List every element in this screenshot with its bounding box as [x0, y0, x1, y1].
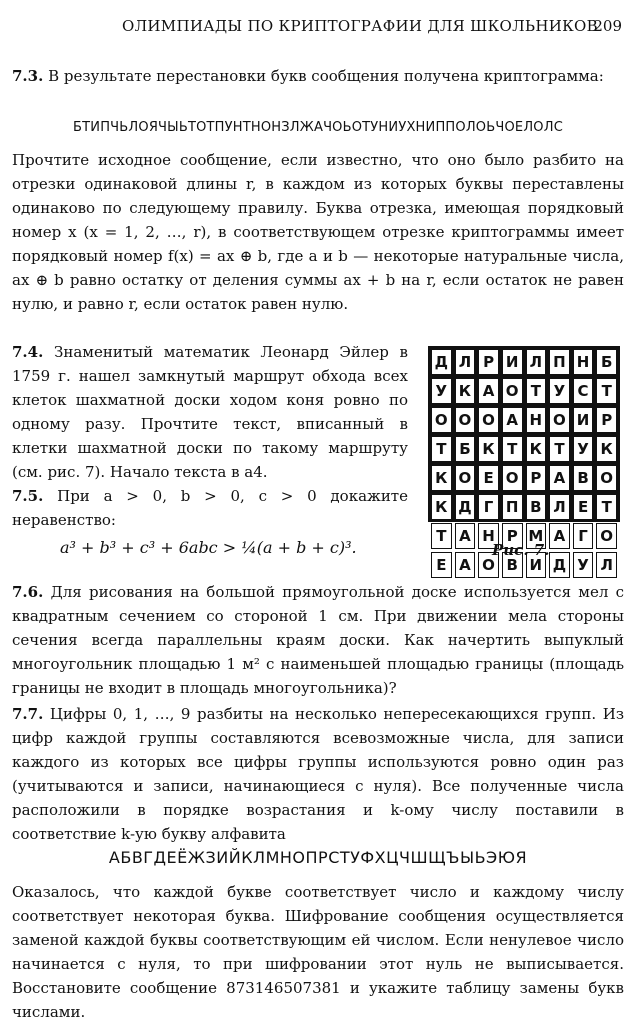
- board-cell: А: [502, 407, 523, 433]
- board-cell: Е: [431, 552, 452, 578]
- problem-7-3-body: Прочтите исходное сообщение, если известно, что оно было разбито на отрезки одинаковой длины r, в каждом из которых буквы переставлены одинаково по следующему правилу. Буква отрезка, имеющая порядковый номер x (x = 1, 2, …, r), в соответствующем отрезке криптограммы имеет порядковый номер f(x) = ax ⊕ b, где a и b — некоторые натуральные числа, ax ⊕ b равно остатку от деления суммы ax + b на r, если остаток не равен нулю, и равно r, если остаток равен нулю.: [12, 151, 624, 313]
- inequality-formula: a³ + b³ + c³ + 6abc > ¼(a + b + c)³.: [60, 538, 357, 557]
- board-cell: О: [596, 465, 617, 491]
- board-cell: К: [596, 436, 617, 462]
- board-cell: К: [455, 378, 476, 404]
- board-cell: О: [478, 552, 499, 578]
- board-cell: У: [573, 436, 594, 462]
- board-cell: Р: [502, 523, 523, 549]
- board-cell: И: [502, 349, 523, 375]
- problem-text: Знаменитый математик Леонард Эйлер в 1759 г. нашел замкнутый маршрут обхода всех клеток шахматной доски ходом коня ровно по одному разу. Прочтите текст, вписанный в клетки шахматной доски по такому маршруту (см. рис. 7). Начало текста в a4.: [12, 343, 408, 481]
- board-cell: Б: [455, 436, 476, 462]
- board-cell: И: [526, 552, 547, 578]
- board-cell: К: [431, 494, 452, 520]
- board-cell: Л: [455, 349, 476, 375]
- problem-number: 7.6.: [12, 583, 44, 601]
- board-cell: Д: [455, 494, 476, 520]
- board-cell: Р: [526, 465, 547, 491]
- board-cell: А: [549, 465, 570, 491]
- board-cell: М: [526, 523, 547, 549]
- board-cell: Н: [478, 523, 499, 549]
- board-cell: Е: [573, 494, 594, 520]
- board-cell: П: [502, 494, 523, 520]
- problem-text: При a > 0, b > 0, c > 0 докажите неравенство:: [12, 487, 408, 529]
- board-cell: Б: [596, 349, 617, 375]
- board-cell: Т: [549, 436, 570, 462]
- board-cell: Р: [596, 407, 617, 433]
- board-cell: А: [455, 523, 476, 549]
- board-cell: Т: [596, 494, 617, 520]
- board-cell: Н: [526, 407, 547, 433]
- problem-7-4: [12, 340, 408, 484]
- board-cell: А: [455, 552, 476, 578]
- board-cell: Т: [526, 378, 547, 404]
- problem-text: Для рисования на большой прямоугольной доске используется мел с квадратным сечением со стороной 1 см. При движении мела стороны сечения всегда параллельны краям доски. Как начертить выпуклый многоугольник площадью 1 м² с наименьшей площадью границы (площадь границы не входит в площадь многоугольника)?: [12, 583, 624, 697]
- running-title: ОЛИМПИАДЫ ПО КРИПТОГРАФИИ ДЛЯ ШКОЛЬНИКОВ: [122, 17, 598, 35]
- board-cell: С: [573, 378, 594, 404]
- board-cell: Л: [596, 552, 617, 578]
- board-cell: В: [526, 494, 547, 520]
- board-cell: Н: [573, 349, 594, 375]
- board-cell: Т: [431, 523, 452, 549]
- problem-number: 7.3.: [12, 67, 44, 85]
- board-cell: О: [478, 407, 499, 433]
- board-cell: А: [478, 378, 499, 404]
- problem-number: 7.4.: [12, 343, 44, 361]
- board-cell: Р: [478, 349, 499, 375]
- board-cell: Т: [431, 436, 452, 462]
- board-cell: Л: [526, 349, 547, 375]
- alphabet-line: АБВГДЕЁЖЗИЙКЛМНОПРСТУФХЦЧШЩЪЫЬЭЮЯ: [108, 848, 528, 867]
- board-cell: О: [502, 465, 523, 491]
- board-cell: О: [596, 523, 617, 549]
- board-cell: И: [573, 407, 594, 433]
- board-cell: Л: [549, 494, 570, 520]
- board-cell: У: [431, 378, 452, 404]
- board-cell: О: [431, 407, 452, 433]
- board-cell: П: [549, 349, 570, 375]
- board-cell: К: [526, 436, 547, 462]
- cryptogram: БТИПЧЬЛОЯЧЫЬТОТПУНТНОНЗЛЖАЧОЬОТУНИУХНИППОЛОЬЧОЕЛОЛС: [73, 120, 563, 135]
- board-cell: К: [431, 465, 452, 491]
- page-number: 209: [593, 17, 622, 35]
- problem-text: В результате перестановки букв сообщения получена криптограмма:: [43, 67, 604, 85]
- board-cell: К: [478, 436, 499, 462]
- board-cell: У: [573, 552, 594, 578]
- problem-7-7: [12, 702, 624, 846]
- board-cell: Г: [573, 523, 594, 549]
- board-cell: О: [502, 378, 523, 404]
- board-cell: А: [549, 523, 570, 549]
- board-cell: Д: [549, 552, 570, 578]
- board-cell: Г: [478, 494, 499, 520]
- board-cell: Т: [596, 378, 617, 404]
- board-cell: О: [455, 407, 476, 433]
- problem-7-6: [12, 580, 624, 700]
- problem-7-3-intro: [12, 64, 624, 88]
- figure-caption: Рис. 7.: [492, 541, 550, 559]
- board-cell: Т: [502, 436, 523, 462]
- board-cell: У: [549, 378, 570, 404]
- page-header: [12, 14, 624, 36]
- problem-number: 7.5.: [12, 487, 44, 505]
- board-cell: О: [455, 465, 476, 491]
- problem-number: 7.7.: [12, 705, 44, 723]
- board-cell: О: [549, 407, 570, 433]
- board-cell: Д: [431, 349, 452, 375]
- problem-text: Цифры 0, 1, …, 9 разбиты на несколько непересекающихся групп. Из цифр каждой группы составляются всевозможные числа, для записи каждого из которых все цифры группы используются ровно один раз (учитываются и записи, начинающиеся с нуля). Все полученные числа расположили в порядке возрастания и k-ому числу поставили в соответствие k-ую букву алфавита: [12, 705, 624, 843]
- board-cell: Е: [478, 465, 499, 491]
- board-cell: В: [502, 552, 523, 578]
- problem-7-5: [12, 484, 408, 532]
- problem-7-7-continuation: Оказалось, что каждой букве соответствует число и каждому числу соответствует некоторая буква. Шифрование сообщения осуществляется заменой каждой буквы соответствующим ей числом. Если ненулевое число начинается с нуля, то при шифровании этот нуль не выписывается. Восстановите сообщение 873146507381 и укажите таблицу замены букв числами.: [12, 883, 624, 1021]
- board-cell: В: [573, 465, 594, 491]
